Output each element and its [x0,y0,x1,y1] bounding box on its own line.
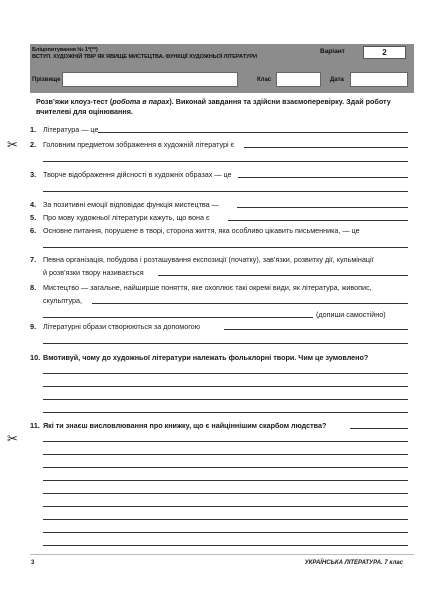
question-text: Вмотивуй, чому до художньої літератури належать фольклорні твори. Чим це зумовлено? [43,353,369,362]
question-number: 9. [30,322,37,331]
answer-line[interactable] [43,373,408,374]
footer-divider [30,554,414,555]
instructions [36,97,408,117]
answer-line[interactable] [43,161,408,162]
quiz-title: Бліцопитування № 1*(**) [32,47,98,53]
date-field[interactable] [350,72,408,87]
answer-line[interactable] [350,428,408,429]
question-text: За позитивні емоції відповідає функція мистецтва — [43,200,219,209]
question-text: Літературні образи створюються за допомогою [43,322,201,331]
worksheet-page [30,44,414,574]
question-text: Про мову художньої літератури кажуть, що вона є [43,213,210,222]
answer-line[interactable] [228,220,408,221]
answer-line[interactable] [43,441,408,442]
question-text: Творче відображення дійсності в художніх образах — це [43,170,232,179]
topic-title: ВСТУП. ХУДОЖНІЙ ТВІР ЯК ЯВИЩЕ МИСТЕЦТВА. ФУНКЦІЇ ХУДОЖНЬОЇ ЛІТЕРАТУРИ [32,54,257,60]
question-text: Які ти знаєш висловлювання про книжку, що є найціннішим скарбом людства? [43,421,327,430]
answer-line[interactable] [43,399,408,400]
answer-line[interactable] [244,147,408,148]
answer-line[interactable] [92,303,408,304]
instructions-italic: робота в парах [112,97,170,106]
answer-line[interactable] [43,454,408,455]
answer-line[interactable] [43,343,408,344]
variant-label: Варіант [320,48,345,55]
answer-line[interactable] [43,506,408,507]
answer-line[interactable] [43,519,408,520]
question-number: 1. [30,125,37,134]
answer-line[interactable] [43,386,408,387]
class-field[interactable] [276,72,321,87]
answer-line[interactable] [43,191,408,192]
variant-value: 2 [363,46,406,59]
surname-label: Прізвище [32,77,61,83]
question-text: Певна організація, побудова і розташування експозиції (початку), зав’язки, розвитку дії, кульмінації [43,255,374,264]
answer-line[interactable] [43,545,408,546]
class-label: Клас [257,77,272,83]
answer-line[interactable] [43,480,408,481]
answer-line[interactable] [238,177,408,178]
question-text-continued: й розв’язки твору називається [43,268,144,277]
instructions-part1: Розв’яжи клоуз-тест ( [36,97,113,106]
worksheet-header [30,44,414,93]
question-number: 2. [30,140,37,149]
instructions-part2: ). Виконай завдання та здійсни взаємоперевірку. Здай роботу вчителеві для оцінювання. [36,97,391,116]
answer-line[interactable] [224,329,408,330]
answer-line[interactable] [43,467,408,468]
answer-line[interactable] [158,275,408,276]
footer-subject: УКРАЇНСЬКА ЛІТЕРАТУРА. 7 клас [304,560,403,566]
answer-line[interactable] [237,207,408,208]
question-text: Головним предметом зображення в художній літературі є [43,140,235,149]
question-number: 4. [30,200,37,209]
surname-field[interactable] [62,72,238,87]
header-title [32,47,332,61]
answer-line[interactable] [43,532,408,533]
answer-line[interactable] [43,247,408,248]
question-text: Література — це [43,125,99,134]
question-number: 8. [30,283,37,292]
question-number: 6. [30,226,37,235]
date-label: Дата [330,77,344,83]
question-number: 3. [30,170,37,179]
page-number: 3 [31,560,35,566]
question-number: 7. [30,255,37,264]
answer-line[interactable] [98,132,408,133]
scissors-icon: ✂ [7,138,18,153]
scissors-icon: ✂ [7,432,18,447]
answer-line[interactable] [43,412,408,413]
answer-line[interactable] [43,493,408,494]
fill-in-note: (допиши самостійно) [316,310,386,319]
question-text: Мистецтво — загальне, найширше поняття, яке охоплює такі окремі види, як література, живопис, [43,283,372,292]
question-text-continued: скульптура, [43,296,82,305]
question-number: 11. [30,421,40,430]
question-text: Основне питання, порушене в творі, сторона життя, яка особливо цікавить письменника, — це [43,226,360,235]
question-number: 5. [30,213,37,222]
question-number: 10. [30,353,41,362]
answer-line[interactable] [43,317,313,318]
